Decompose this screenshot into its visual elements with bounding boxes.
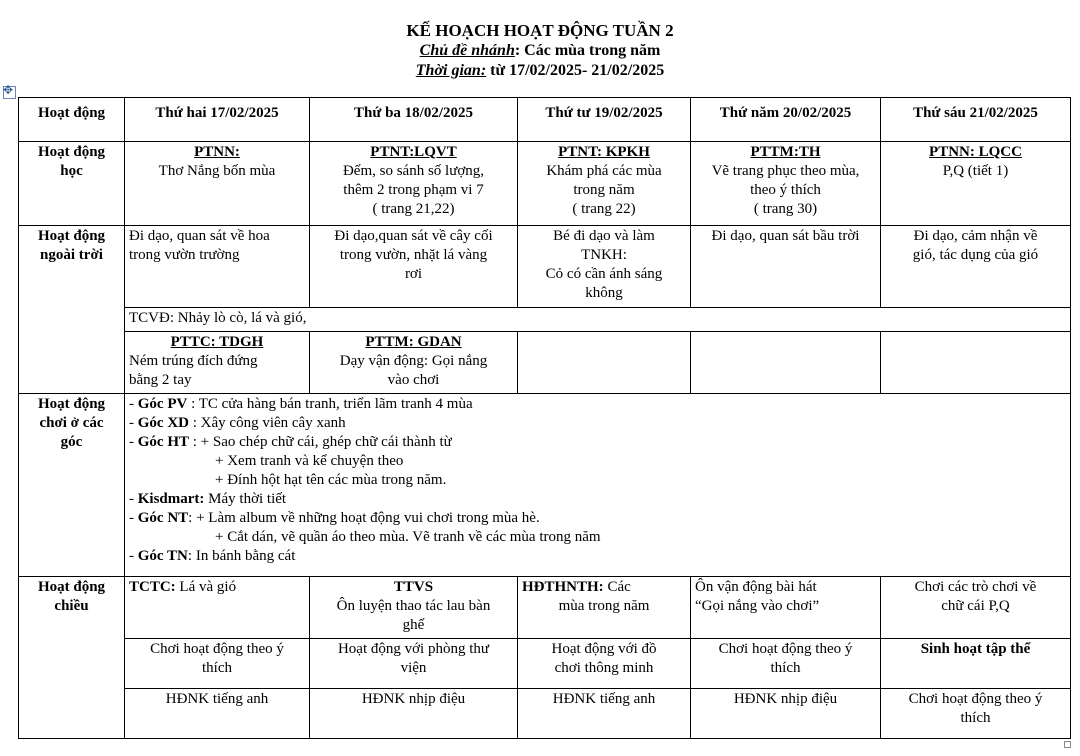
corner-ht: - Góc HT : + Sao chép chữ cái, ghép chữ cái thành từ: [129, 434, 452, 450]
subject-label: PTNT:LQVT: [370, 144, 457, 160]
table-resize-handle-icon[interactable]: [1064, 741, 1071, 748]
learning-row: [19, 142, 1071, 226]
corner-nt: - Góc NT: + Làm album về những hoạt động vui chơi trong mùa hè.: [129, 510, 540, 526]
corner-ht-item: + Đính hột hạt tên các mùa trong năm.: [215, 472, 447, 488]
corner-nt-item: + Cắt dán, vẽ quần áo theo mùa. Vẽ tranh về các mùa trong năm: [215, 529, 601, 545]
afternoon-r1-mon: TCTC: Lá và gió: [125, 577, 310, 639]
corner-ht-item: + Xem tranh và kể chuyện theo: [215, 453, 404, 469]
col-header-mon: Thứ hai 17/02/2025: [125, 98, 310, 142]
corner-pv: - Góc PV : TC cửa hàng bán tranh, triển lãm tranh 4 mùa: [129, 396, 473, 412]
outdoor-row: [19, 226, 1071, 308]
outdoor-extra-wed: [518, 332, 691, 394]
afternoon-r2-tue: Hoạt động với phòng thư viện: [310, 639, 518, 689]
corners-row: [19, 394, 1071, 577]
outdoor-wed: Bé đi dạo và làm TNKH: Cỏ có cần ánh sáng không: [518, 226, 691, 308]
afternoon-r1-tue: TTVS Ôn luyện thao tác lau bàn ghế: [310, 577, 518, 639]
outdoor-extra-fri: [881, 332, 1071, 394]
subject-label: PTTC: TDGH: [170, 334, 264, 350]
row-label-learning: Hoạt động học: [19, 142, 125, 226]
subject-label: PTNT: KPKH: [558, 144, 650, 160]
col-header-tue: Thứ ba 18/02/2025: [310, 98, 518, 142]
topic-line: [0, 41, 1080, 61]
document-title: KẾ HOẠCH HOẠT ĐỘNG TUẦN 2: [406, 21, 674, 40]
afternoon-r3-mon: HĐNK tiếng anh: [125, 689, 310, 739]
afternoon-r3-thu: HĐNK nhịp điệu: [691, 689, 881, 739]
table-move-handle-icon[interactable]: [3, 86, 16, 99]
outdoor-extra-thu: [691, 332, 881, 394]
time-label: Thời gian:: [415, 62, 487, 79]
row-label-corners: Hoạt động chơi ở các góc: [19, 394, 125, 577]
subject-label: PTNN:: [194, 144, 240, 160]
col-header-activity: Hoạt động: [19, 98, 125, 142]
outdoor-thu: Đi dạo, quan sát bầu trời: [691, 226, 881, 308]
topic-value: : Các mùa trong năm: [514, 42, 661, 59]
corners-content: [125, 394, 1071, 577]
subject-label: PTNN: LQCC: [929, 144, 1022, 160]
row-label-afternoon: Hoạt động chiều: [19, 577, 125, 739]
row-label-outdoor: Hoạt động ngoài trời: [19, 226, 125, 394]
document-header: [0, 20, 1080, 81]
learning-mon: PTNN: Thơ Nắng bốn mùa: [125, 142, 310, 226]
time-value: từ 17/02/2025- 21/02/2025: [486, 62, 665, 79]
afternoon-r1-wed: HĐTHNTH: Các mùa trong năm: [518, 577, 691, 639]
topic-label: Chủ đề nhánh: [419, 42, 515, 59]
time-line: [0, 61, 1080, 81]
learning-thu: PTTM:TH Vẽ trang phục theo mùa, theo ý thích ( trang 30): [691, 142, 881, 226]
outdoor-mon: Đi dạo, quan sát về hoa trong vườn trường: [125, 226, 310, 308]
outdoor-game-row: [19, 308, 1071, 332]
subject-label: PTTM:TH: [750, 144, 821, 160]
afternoon-row-1: [19, 577, 1071, 639]
afternoon-r1-thu: Ôn vận động bài hát “Gọi nắng vào chơi”: [691, 577, 881, 639]
afternoon-row-2: [19, 639, 1071, 689]
corner-tn: - Góc TN: In bánh bằng cát: [129, 548, 296, 564]
afternoon-r2-wed: Hoạt động với đồ chơi thông minh: [518, 639, 691, 689]
subject-label: PTTM: GDAN: [365, 334, 462, 350]
learning-tue: PTNT:LQVT Đếm, so sánh số lượng, thêm 2 trong phạm vi 7 ( trang 21,22): [310, 142, 518, 226]
corner-xd: - Góc XD : Xây công viên cây xanh: [129, 415, 346, 431]
col-header-wed: Thứ tư 19/02/2025: [518, 98, 691, 142]
learning-fri: PTNN: LQCC P,Q (tiết 1): [881, 142, 1071, 226]
outdoor-tue: Đi dạo,quan sát về cây cối trong vườn, nhặt lá vàng rơi: [310, 226, 518, 308]
outdoor-extra-row: [19, 332, 1071, 394]
afternoon-r2-fri: Sinh hoạt tập thể: [881, 639, 1071, 689]
outdoor-extra-tue: PTTM: GDAN Dạy vận động: Gọi nắng vào chơi: [310, 332, 518, 394]
afternoon-r3-tue: HĐNK nhịp điệu: [310, 689, 518, 739]
outdoor-extra-mon: PTTC: TDGH Ném trúng đích đứng bằng 2 tay: [125, 332, 310, 394]
col-header-thu: Thứ năm 20/02/2025: [691, 98, 881, 142]
afternoon-r3-fri: Chơi hoạt động theo ý thích: [881, 689, 1071, 739]
weekly-plan-table: [18, 97, 1071, 739]
col-header-fri: Thứ sáu 21/02/2025: [881, 98, 1071, 142]
table-header-row: [19, 98, 1071, 142]
afternoon-r2-mon: Chơi hoạt động theo ý thích: [125, 639, 310, 689]
learning-wed: PTNT: KPKH Khám phá các mùa trong năm ( trang 22): [518, 142, 691, 226]
afternoon-r3-wed: HĐNK tiếng anh: [518, 689, 691, 739]
afternoon-r1-fri: Chơi các trò chơi về chữ cái P,Q: [881, 577, 1071, 639]
outdoor-game: TCVĐ: Nhảy lò cò, lá và gió,: [125, 308, 1071, 332]
afternoon-r2-thu: Chơi hoạt động theo ý thích: [691, 639, 881, 689]
afternoon-row-3: [19, 689, 1071, 739]
corner-kidsmart: - Kisdmart: Máy thời tiết: [129, 491, 287, 507]
outdoor-fri: Đi dạo, cảm nhận về gió, tác dụng của gió: [881, 226, 1071, 308]
